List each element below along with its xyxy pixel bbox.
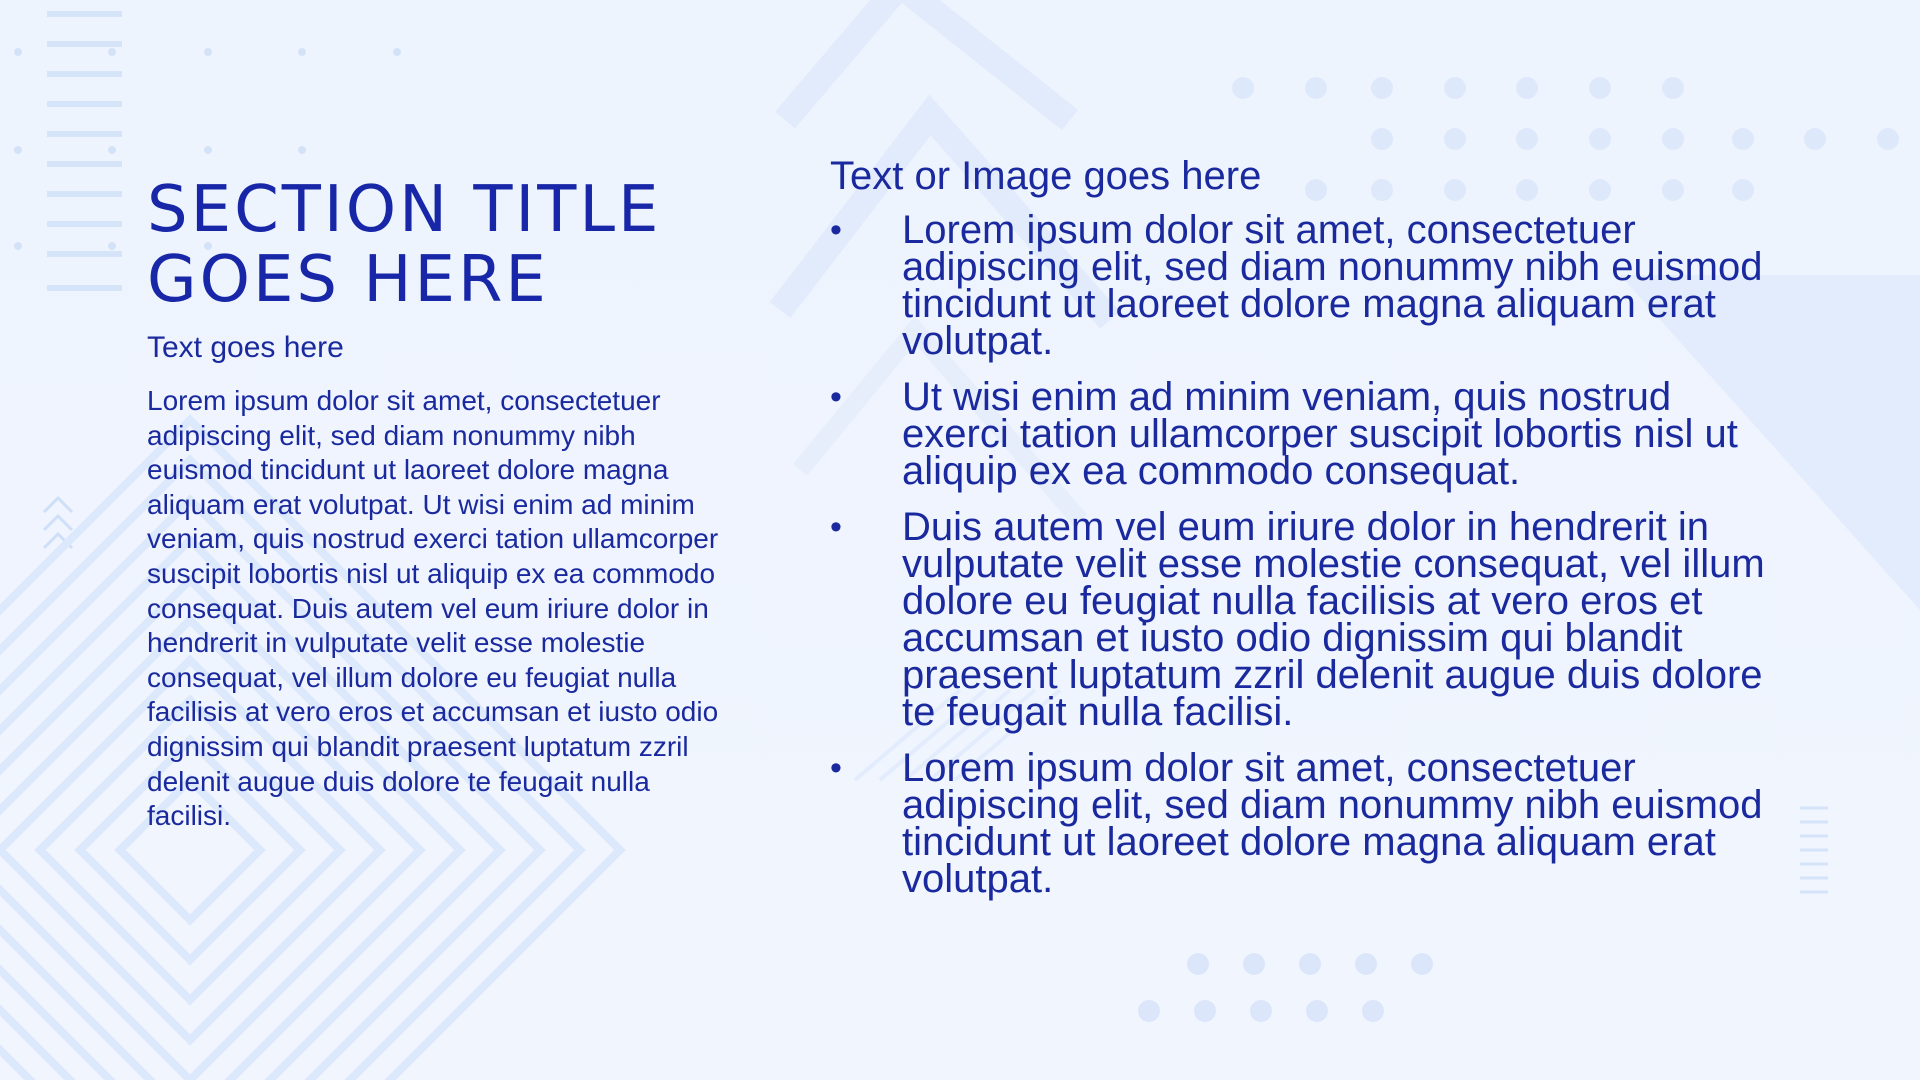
section-title: SECTION TITLE GOES HERE: [147, 173, 662, 317]
subtitle-text: Text goes here: [147, 331, 344, 364]
dot-grid-top-right: [1232, 77, 1899, 201]
bullet-text: Lorem ipsum dolor sit amet, consectetuer adipiscing elit, sed diam nonummy nibh euismod tincidunt ut laoreet dolore magna aliquam erat volutpat.: [902, 746, 1763, 901]
dot-grid-bottom-center: [1138, 953, 1433, 1022]
bullet-text: Duis autem vel eum iriure dolor in hendrerit in vulputate velit esse molestie consequat, vel illum dolore eu feugiat nulla facilisis at vero eros et accumsan et iusto odio dignissim qui blandit praesent luptatum zzril delenit augue duis dolore te feugait nulla facilisi.: [902, 505, 1765, 734]
body-paragraph: Lorem ipsum dolor sit amet, consectetuer adipiscing elit, sed diam nonummy nibh euismod tincidunt ut laoreet dolore magna aliquam erat volutpat. Ut wisi enim ad minim veniam, quis nostrud exerci tation ullamcorper suscipit lobortis nisl ut aliquip ex ea commodo consequat. Duis autem vel eum iriure dolor in hendrerit in vulputate velit esse molestie consequat, vel illum dolore eu feugiat nulla facilisis at vero eros et accumsan et iusto odio dignissim qui blandit praesent luptatum zzril delenit augue duis dolore te feugait nulla facilisi.: [147, 385, 719, 832]
bullet-icon: •: [830, 211, 842, 249]
right-heading: Text or Image goes here: [830, 154, 1262, 198]
bullet-item: [830, 746, 1780, 901]
bullet-item: [830, 208, 1780, 363]
bullet-item: [830, 505, 1780, 734]
bullet-text: Ut wisi enim ad minim veniam, quis nostrud exerci tation ullamcorper suscipit lobortis nisl ut aliquip ex ea commodo consequat.: [902, 375, 1738, 493]
stripe-bars-bottom-right: [1800, 808, 1828, 892]
bullet-item: [830, 375, 1780, 493]
bullet-text: Lorem ipsum dolor sit amet, consectetuer adipiscing elit, sed diam nonummy nibh euismod tincidunt ut laoreet dolore magna aliquam erat volutpat.: [902, 208, 1763, 363]
bullet-list: [830, 208, 1780, 917]
bullet-icon: •: [830, 749, 842, 787]
bullet-icon: •: [830, 378, 842, 416]
bullet-icon: •: [830, 508, 842, 546]
